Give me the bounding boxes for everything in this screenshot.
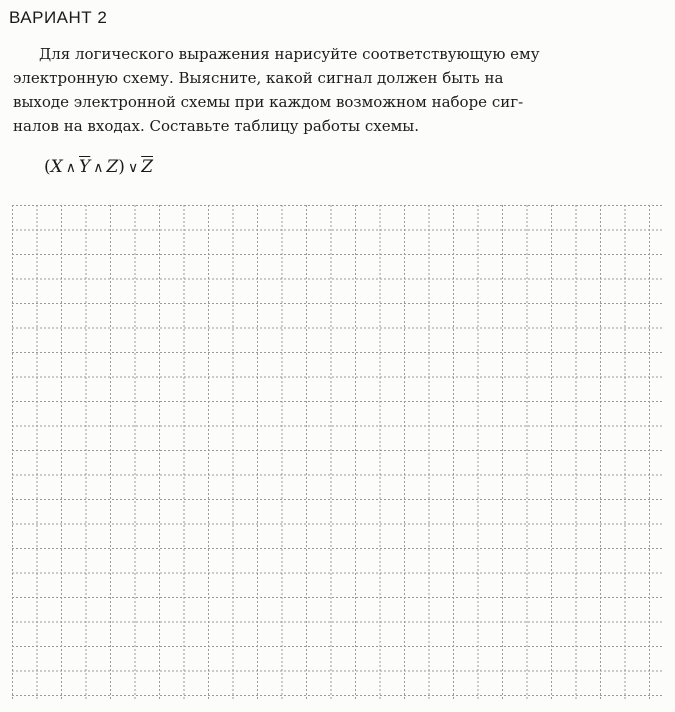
task-line-2: электронную схему. Выясните, какой сигнал должен быть на <box>13 69 504 87</box>
logic-formula <box>44 157 153 177</box>
task-line-4: налов на входах. Составьте таблицу работы схемы. <box>13 117 419 135</box>
formula-var-not-z: $\overline{Z}$ <box>141 157 153 177</box>
formula-or: ∨ <box>127 160 139 176</box>
task-line-3: выходе электронной схемы при каждом возможном наборе сиг- <box>13 93 524 111</box>
answer-grid-lines <box>12 205 662 700</box>
variant-title: ВАРИАНТ 2 <box>9 8 108 27</box>
formula-close-paren: ) <box>118 157 125 177</box>
formula-and-2: ∧ <box>93 160 104 176</box>
formula-open-paren: ( <box>44 157 51 177</box>
formula-var-x: X <box>50 157 63 177</box>
task-line-1: Для логического выражения нарисуйте соответствующую ему <box>39 45 540 63</box>
answer-grid[interactable] <box>12 205 662 700</box>
formula-and-1: ∧ <box>65 160 76 176</box>
formula-var-not-y: $\overline{Y}$ <box>79 157 91 177</box>
task-description <box>13 42 653 138</box>
formula-var-z: Z <box>106 157 119 177</box>
